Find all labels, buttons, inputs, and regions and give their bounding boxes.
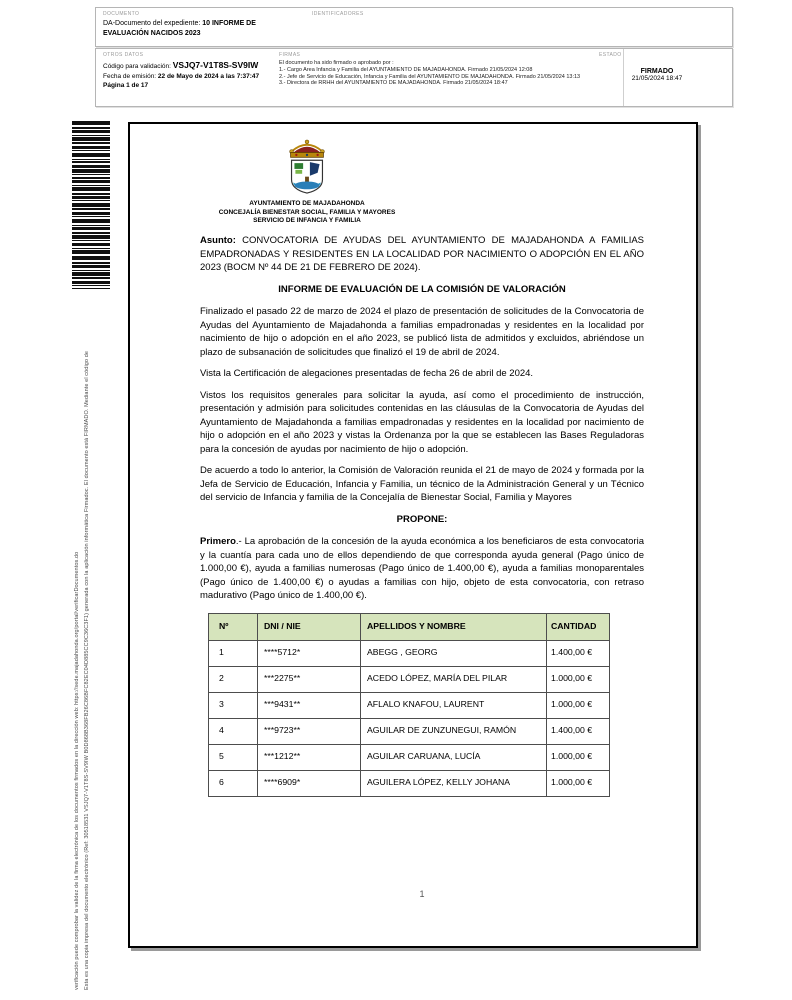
- cell-cantidad: 1.400,00 €: [547, 718, 610, 744]
- codigo-label: Código para validación:: [103, 63, 173, 70]
- pagina-value: Página 1 de 17: [103, 82, 149, 89]
- estado-fecha: 21/05/2024 18:47: [631, 75, 683, 82]
- fecha-emision-label: Fecha de emisión:: [103, 73, 158, 80]
- col-header-apellidos: APELLIDOS Y NOMBRE: [361, 613, 547, 640]
- org-header: [192, 200, 422, 226]
- firmas-label: FIRMAS: [279, 52, 301, 58]
- paragraph-4: De acuerdo a todo lo anterior, la Comisión de Valoración reunida el 21 de mayo de 2024 y formada por la Jefa de Servicio de Educación, Infancia y Familia, un técnico de la Administración General y un Técnico del servicio de Infancia y familia de la Concejalía de Bienestar Social, Familia y Mayores: [200, 465, 644, 503]
- cell-numero: 4: [209, 718, 258, 744]
- cell-cantidad: 1.000,00 €: [547, 770, 610, 796]
- expediente-prefix: DA-Documento del expediente:: [103, 20, 203, 27]
- cell-cantidad: 1.000,00 €: [547, 666, 610, 692]
- cell-numero: 6: [209, 770, 258, 796]
- table-row: [209, 744, 610, 770]
- cell-dni: ****5712*: [258, 640, 361, 666]
- informe-heading: INFORME DE EVALUACIÓN DE LA COMISIÓN DE VALORACIÓN: [278, 283, 566, 295]
- identificadores-label: IDENTIFICADORES: [312, 11, 364, 17]
- primero-paragraph: [200, 535, 644, 603]
- verification-text-line2: verificación puede comprobar la validez de la firma electrónica de los documentos firmados en la dirección web: https://sede.majadahonda.org/portal/verificarDocumentos.do: [74, 551, 80, 990]
- cell-apellidos: AGUILAR CARUANA, LUCÍA: [361, 744, 547, 770]
- cell-apellidos: AGUILERA LÓPEZ, KELLY JOHANA: [361, 770, 547, 796]
- asunto-label: Asunto:: [200, 235, 243, 246]
- cell-dni: ****6909*: [258, 770, 361, 796]
- table-row: [209, 666, 610, 692]
- cell-dni: ***2275**: [258, 666, 361, 692]
- document-metadata-box: [95, 7, 733, 47]
- org-line-3: SERVICIO DE INFANCIA Y FAMILIA: [253, 217, 361, 225]
- paragraph-3: Vistos los requisitos generales para solicitar la ayuda, así como el procedimiento de instrucción, presentación y admisión para solicitudes contenidas en las cláusulas de la Convocatoria de Ayudas del Ayuntamiento de Majadahonda a familias empadronadas y residentes en la localidad por nacimiento de hijo o adopción en el año 2023 y vistas la Ordenanza por la que se establecen las Bases Reguladoras para la concesión de ayudas por nacimiento de hijo o adopción.: [200, 389, 644, 455]
- page-footer-number: 1: [419, 889, 425, 899]
- propone-heading: PROPONE:: [396, 513, 448, 525]
- expediente-value: 10 INFORME DE EVALUACIÓN NACIDOS 2023: [103, 20, 256, 37]
- cell-numero: 1: [209, 640, 258, 666]
- majadahonda-coat-of-arms-icon: [281, 138, 333, 196]
- firma-line-1: 1.- Cargo Area Infancia y Familia del AYUNTAMIENTO DE MAJADAHONDA. Firmado 21/05/2024 12:08: [279, 66, 533, 73]
- codigo-validacion-value: VSJQ7-V1T8S-SV9IW: [172, 60, 259, 70]
- signature-metadata-box: [95, 48, 733, 107]
- col-header-numero: Nº: [209, 613, 258, 640]
- estado-label: ESTADO: [599, 52, 622, 58]
- table-row: [209, 718, 610, 744]
- table-header-row: [209, 613, 610, 640]
- org-line-2: CONCEJALÍA BIENESTAR SOCIAL, FAMILIA Y MAYORES: [218, 208, 396, 216]
- verification-text-line1: Esta es una copia impresa del documento electrónico (Ref: 30518531 VSJQ7-V1T8S-SV9IW B0D868B368FB26C86BFC82EC04D885CC9C36C3F1) generada con la aplicación informática Firmadoc. El documento está FIRMADO. Mediante el código de: [84, 350, 90, 990]
- cell-numero: 3: [209, 692, 258, 718]
- cell-dni: ***9723**: [258, 718, 361, 744]
- fecha-emision-value: 22 de Mayo de 2024 a las 7:37:47: [157, 73, 260, 80]
- col-header-cantidad: CANTIDAD: [547, 613, 610, 640]
- paragraph-2: Vista la Certificación de alegaciones presentadas de fecha 26 de abril de 2024.: [200, 368, 534, 379]
- beneficiaries-table: [208, 613, 610, 797]
- estado-column: [596, 60, 718, 82]
- table-row: [209, 692, 610, 718]
- table-row: [209, 770, 610, 796]
- primero-label: Primero: [200, 536, 236, 547]
- cell-dni: ***9431**: [258, 692, 361, 718]
- otros-datos-column: [103, 60, 278, 90]
- paragraph-1: Finalizado el pasado 22 de marzo de 2024 el plazo de presentación de solicitudes de la Convocatoria de Ayudas del Ayuntamiento de Majadahonda a familias empadronadas y residentes en la localidad por nacimiento de hijo o adopción en el año 2023, se publicó lista de admitidos y excluidos, abriéndose un plazo de subsanación de solicitudes que finalizó el 19 de abril de 2024.: [200, 306, 644, 358]
- cell-cantidad: 1.000,00 €: [547, 692, 610, 718]
- cell-cantidad: 1.000,00 €: [547, 744, 610, 770]
- table-row: [209, 640, 610, 666]
- firmas-column: [279, 60, 589, 87]
- cell-cantidad: 1.400,00 €: [547, 640, 610, 666]
- firma-line-2: 2.- Jefe de Servicio de Educación, Infancia y Familia del AYUNTAMIENTO DE MAJADAHONDA. Firmado 21/05/2024 13:13: [279, 73, 581, 80]
- documento-label: DOCUMENTO: [103, 11, 140, 17]
- cell-apellidos: AGUILAR DE ZUNZUNEGUI, RAMÓN: [361, 718, 547, 744]
- cell-apellidos: ACEDO LÓPEZ, MARÍA DEL PILAR: [361, 666, 547, 692]
- cell-numero: 5: [209, 744, 258, 770]
- cell-numero: 2: [209, 666, 258, 692]
- expediente-text: [103, 19, 273, 38]
- col-header-dni: DNI / NIE: [258, 613, 361, 640]
- firma-line-3: 3.- Directora de RRHH del AYUNTAMIENTO DE MAJADAHONDA. Firmado 21/05/2024 18:47: [279, 80, 508, 87]
- primero-text: .- La aprobación de la concesión de la ayuda económica a los beneficiaros de esta convocatoria y la cuantía para cada uno de ellos dependiendo de que corresponda ayuda general (Pago único de 1.000,00 €), ayuda a familias numerosas (Pago único de 1.400,00 €), ayuda a familias monoparentales (Pago único de 1.400,00 €) o ayudas a familias con hijo, objeto de esta convocatoria, con retraso madurativo (Pago único de 1.400,00 €).: [200, 536, 644, 601]
- asunto-paragraph: [200, 234, 644, 275]
- org-line-1: AYUNTAMIENTO DE MAJADAHONDA: [249, 200, 365, 207]
- estado-value: FIRMADO: [640, 68, 674, 75]
- cell-apellidos: ABEGG , GEORG: [361, 640, 547, 666]
- asunto-text: CONVOCATORIA DE AYUDAS DEL AYUNTAMIENTO DE MAJADAHONDA A FAMILIAS EMPADRONADAS Y RESIDENTES EN LA LOCALIDAD POR NACIMIENTO O ADOPCIÓN EN EL AÑO 2023 (BOCM Nº 44 DE 21 DE FEBRERO DE 2024).: [200, 235, 645, 273]
- firmas-intro: El documento ha sido firmado o aprobado por :: [279, 60, 394, 66]
- barcode: [72, 121, 110, 289]
- document-body: [200, 234, 644, 797]
- cell-dni: ***1212**: [258, 744, 361, 770]
- otros-datos-label: OTROS DATOS: [103, 52, 144, 58]
- document-page: [128, 122, 698, 948]
- cell-apellidos: AFLALO KNAFOU, LAURENT: [361, 692, 547, 718]
